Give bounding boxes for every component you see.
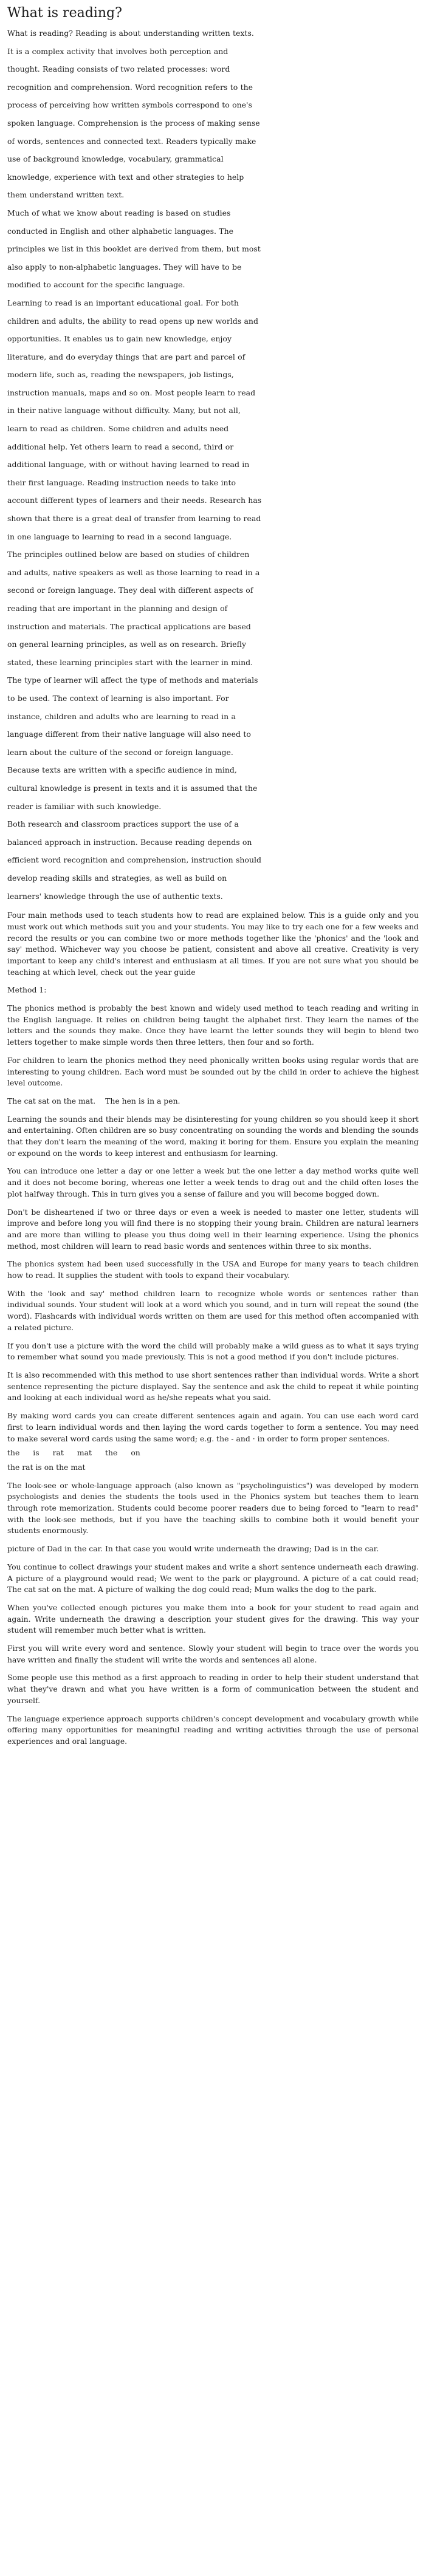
intro-paragraph: What is reading? Reading is about understanding written texts. It is a complex activity that involves both perception and thought. Reading consists of two related processes: word recognition and comprehension. Word recognition refers to the process of perceiving how written symbols correspond to one's spoken language. Comprehension is the process of making sense of words, sentences and connected text. Readers typically make use of background knowledge, vocabulary, grammatical knowledge, experience with text and other strategies to help them understand written text. — [7, 29, 260, 200]
word-card: is — [33, 1448, 40, 1458]
word-card-list — [7, 1447, 419, 1459]
intro-paragraph: The principles outlined below are based on studies of children and adults, native speakers as well as those learning to read in a second or foreign language. They deal with different aspects of reading that are important in the planning and design of instruction and materials. The practical applications are based on general learning principles, as well as on research. Briefly stated, these learning principles start with the learner in mind. The type of learner will affect the type of methods and materials to be used. The context of learning is also important. For instance, children and adults who are learning to read in a language different from their native language will also need to learn about the culture of the second or foreign language. — [7, 550, 260, 757]
methods-section — [7, 910, 419, 1748]
paragraph: If you don't use a picture with the word the child will probably make a wild guess as to what it says trying to remember what sound you made previously. This is not a good method if you don't include pictures. — [7, 1341, 419, 1362]
intro-paragraph: Learning to read is an important educational goal. For both children and adults, the ability to read opens up new worlds and opportunities. It enables us to gain new knowledge, enjoy literature, and do everyday things that are part and parcel of modern life, such as, reading the newspapers, job listings, instruction manuals, maps and so on. Most people learn to read in their native language without difficulty. Many, but not all, learn to read as children. Some children and adults need additional help. Yet others learn to read a second, third or additional language, with or without having learned to read in their first language. Reading instruction needs to take into account different types of learners and their needs. Research has shown that there is a great deal of transfer from learning to read in one language to learning to read in a second language. — [7, 298, 262, 541]
word-card: on — [131, 1448, 140, 1458]
intro-paragraph: Both research and classroom practices support the use of a balanced approach in instruction. Because reading depends on efficient word recognition and comprehension, instruction should develop reading skills and strategies, as well as build on learners' knowledge through the use of authentic texts. — [7, 819, 262, 901]
intro-paragraph: Because texts are written with a specific audience in mind, cultural knowledge is present in texts and it is assumed that the reader is familiar with such knowledge. — [7, 765, 258, 811]
word-card: the — [7, 1448, 20, 1458]
paragraph: The phonics system had been used successfully in the USA and Europe for many years to teach children how to read. It supplies the student with tools to expand their vocabulary. — [7, 1259, 419, 1280]
paragraph: You can introduce one letter a day or one letter a week but the one letter a day method works quite well and it does not become boring, whereas one letter a week tends to drag out and the child often loses the plot halfway through. This in turn gives you a sense of failure and you will become bogged down. — [7, 1166, 419, 1198]
paragraph: When you've collected enough pictures you make them into a book for your student to read again and again. Write underneath the drawing a description your student gives for the drawing. This way your student will remember much better what is written. — [7, 1602, 419, 1635]
paragraph: With the 'look and say' method children learn to recognize whole words or sentences rather than individual sounds. Your student will look at a word which you sound, and in turn will repeat the sound (the word). Flashcards with individual words written on them are used for this method often accompanied with a related picture. — [7, 1288, 419, 1332]
paragraph: Don't be disheartened if two or three days or even a week is needed to master one letter, students will improve and before long you will find there is no stopping their young brain. Children are natural learners and are more than willing to please you thus doing well in their learning experience. Using the phonics method, most children will learn to read basic words and sentences within three to six months. — [7, 1207, 419, 1251]
paragraph: It is also recommended with this method to use short sentences rather than individual words. Write a short sentence representing the picture displayed. Say the sentence and ask the child to repeat it while pointing and looking at each individual word as he/she repeats what you said. — [7, 1370, 419, 1402]
intro-paragraph: Much of what we know about reading is based on studies conducted in English and other alphabetic languages. The principles we list in this booklet are derived from them, but most also apply to non-alphabetic languages. They will have to be modified to account for the specific language. — [7, 208, 261, 290]
example-sentence: the rat is on the mat — [7, 1462, 86, 1472]
paragraph: Learning the sounds and their blends may be disinteresting for young children so you should keep it short and entertaining. Often children are so busy concentrating on sounding the words and blending the sounds that they don't learn the meaning of the word, making it boring for them. Ensure you explain the meaning or expound on the words to keep interest and enthusiasm for learning. — [7, 1114, 419, 1158]
paragraph: For children to learn the phonics method they need phonically written books using regular words that are interesting to young children. Each word must be sounded out by the child in order to achieve the highest level outcome. — [7, 1055, 419, 1088]
word-card: the — [105, 1448, 118, 1458]
paragraph: First you will write every word and sentence. Slowly your student will begin to trace over the words you have written and finally the student will write the words and sentences all alone. — [7, 1644, 419, 1664]
paragraph: picture of Dad in the car. In that case you would write underneath the drawing; Dad is in the car. — [7, 1544, 379, 1554]
page-title: What is reading? — [7, 5, 122, 21]
paragraph: The phonics method is probably the best known and widely used method to teach reading and writing in the English language. It relies on children being taught the alphabet first. They learn the names of the letters and the sounds they make. Once they have learnt the letter sounds they will begin to blend two letters together to make simple words then three letters, then four and so forth. — [7, 1003, 419, 1047]
intro-section — [7, 24, 263, 905]
method-heading: Method 1: — [7, 985, 47, 995]
paragraph: The look-see or whole-language approach (also known as "psycholinguistics") was developed by modern psychologists and denies the students the tools used in the Phonics system but teaches them to learn through rote memorization. Students could become poorer readers due to being forced to "learn to read" with the look-see methods, but if you have the teaching skills to combine both it would benefit your students enormously. — [7, 1480, 419, 1536]
example-sentences — [7, 1096, 419, 1107]
paragraph: Some people use this method as a first approach to reading in order to help their student understand that what they've drawn and what you have written is a form of communication between the student and yourself. — [7, 1673, 419, 1705]
paragraph: By making word cards you can create different sentences again and again. You can use each word card first to learn individual words and then laying the word cards together to form a sentence. You may need to make several word cards using the same word; e.g. the - and · in order to form proper sentences. — [7, 1411, 419, 1443]
paragraph: You continue to collect drawings your student makes and write a short sentence underneath each drawing. A picture of a playground would read; We went to the park or playground. A picture of a cat could read; The cat sat on the mat. A picture of walking the dog could read; Mum walks the dog to the park. — [7, 1562, 419, 1594]
word-card: rat — [52, 1448, 64, 1458]
paragraph: The language experience approach supports children's concept development and vocabulary growth while offering many opportunities for meaningful reading and writing activities through the use of personal experiences and oral language. — [7, 1713, 419, 1746]
word-card: mat — [77, 1448, 92, 1458]
paragraph: Four main methods used to teach students how to read are explained below. This is a guide only and you must work out which methods suit you and your students. You may like to try each one for a few weeks and record the results or you can combine two or more methods together like the 'phonics' and the 'look and say' method. Whichever way you choose be patient, consistent and above all creative. Creativity is very important to keep any child's interest and enthusiasm at all times. If you are not sure what you should be teaching at which level, check out the year guide — [7, 910, 419, 977]
example-sentence: The cat sat on the mat. — [7, 1096, 96, 1105]
example-sentence: The hen is in a pen. — [105, 1096, 180, 1105]
